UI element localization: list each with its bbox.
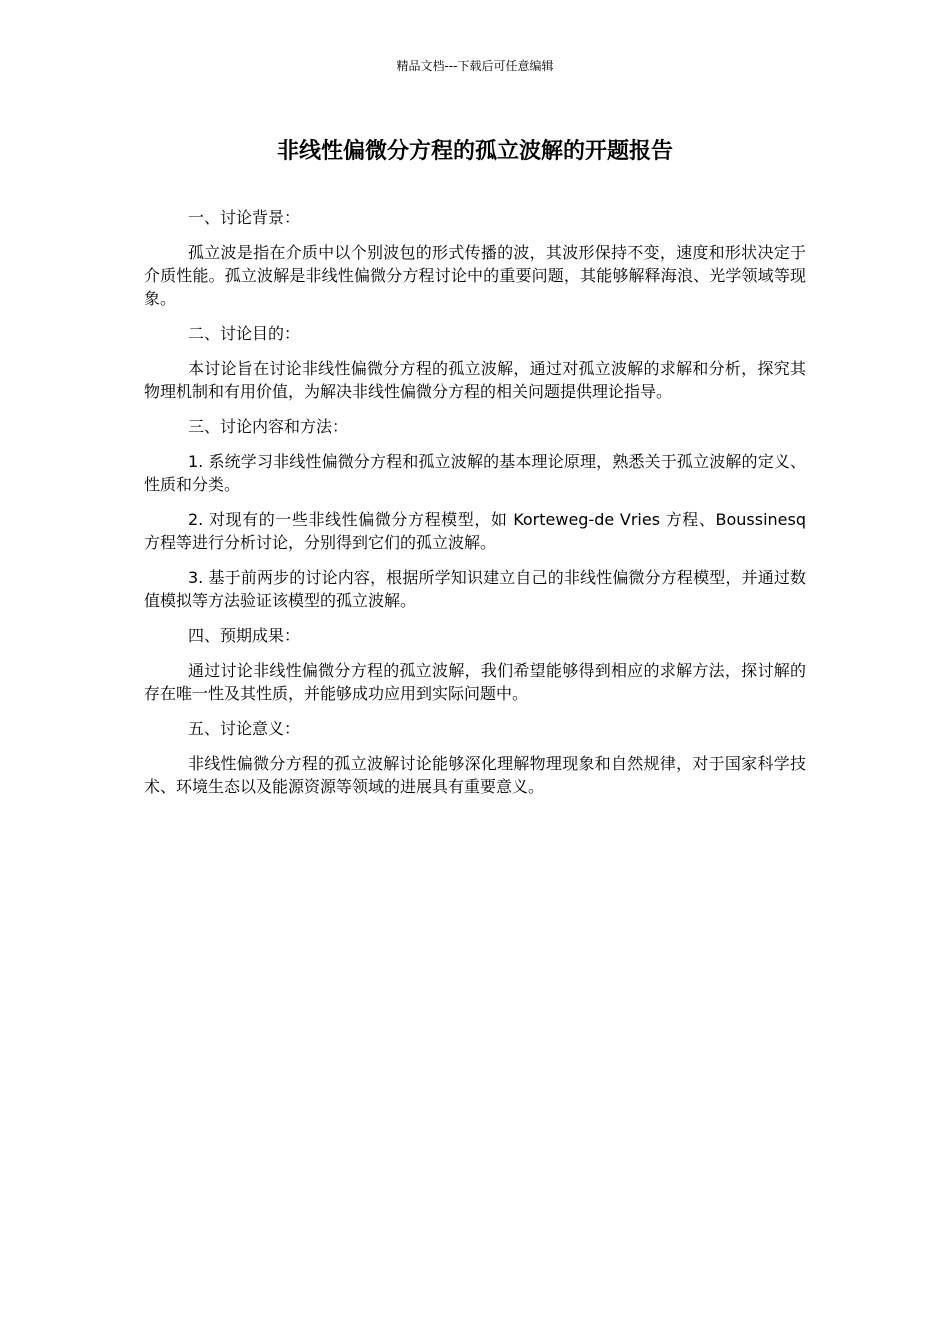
- section-heading-significance: 五、讨论意义：: [188, 719, 301, 738]
- paragraph-method-2: 2. 对现有的一些非线性偏微分方程模型，如 Korteweg-de Vries 方程、Boussinesq 方程等进行分析讨论，分别得到它们的孤立波解。: [144, 510, 806, 552]
- section-heading-purpose: 二、讨论目的：: [188, 324, 301, 343]
- paragraph-significance: 非线性偏微分方程的孤立波解讨论能够深化理解物理现象和自然规律，对于国家科学技术、环境生态以及能源资源等领域的进展具有重要意义。: [144, 754, 806, 796]
- document-title: 非线性偏微分方程的孤立波解的开题报告: [276, 139, 673, 164]
- paragraph-purpose: 本讨论旨在讨论非线性偏微分方程的孤立波解，通过对孤立波解的求解和分析，探究其物理机制和有用价值，为解决非线性偏微分方程的相关问题提供理论指导。: [144, 359, 806, 401]
- paragraph-background: 孤立波是指在介质中以个别波包的形式传播的波，其波形保持不变，速度和形状决定于介质性能。孤立波解是非线性偏微分方程讨论中的重要问题，其能够解释海浪、光学领域等现象。: [144, 243, 806, 308]
- section-heading-content-methods: 三、讨论内容和方法：: [188, 417, 349, 436]
- document-body: [144, 206, 806, 810]
- header-note: 精品文档---下载后可任意编辑: [396, 59, 554, 73]
- paragraph-method-3: 3. 基于前两步的讨论内容，根据所学知识建立自己的非线性偏微分方程模型，并通过数值模拟等方法验证该模型的孤立波解。: [144, 568, 806, 610]
- section-heading-background: 一、讨论背景：: [188, 208, 301, 227]
- section-heading-expected-results: 四、预期成果：: [188, 626, 301, 645]
- paragraph-method-1: 1. 系统学习非线性偏微分方程和孤立波解的基本理论原理，熟悉关于孤立波解的定义、性质和分类。: [144, 452, 806, 494]
- paragraph-expected-results: 通过讨论非线性偏微分方程的孤立波解，我们希望能够得到相应的求解方法，探讨解的存在唯一性及其性质，并能够成功应用到实际问题中。: [144, 661, 806, 703]
